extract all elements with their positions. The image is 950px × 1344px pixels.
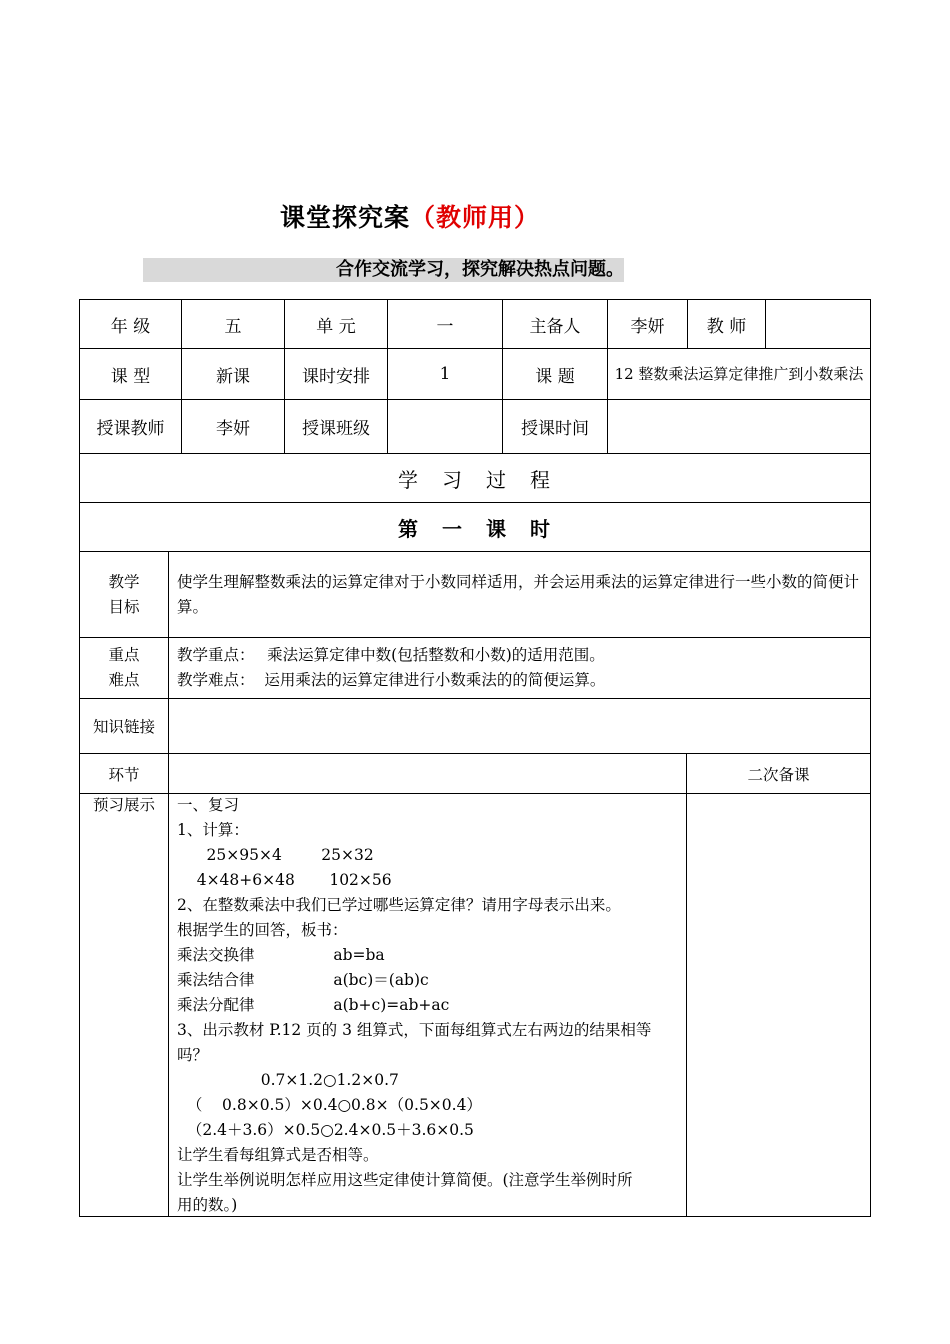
difficulty-line: 教学难点： 运用乘法的运算定律进行小数乘法的的简便运算。 — [177, 671, 606, 689]
lesson-heading: 第 一 课 时 — [398, 516, 552, 541]
time-label: 授课时间 — [521, 419, 589, 439]
type-label: 课 型 — [110, 366, 151, 387]
topic-label: 课 题 — [535, 366, 575, 387]
page-title — [0, 198, 820, 234]
preview-line: 乘法结合律 a(bc)＝(ab)c — [177, 971, 429, 989]
preview-line: 让学生举例说明怎样应用这些定律使计算简便。(注意学生举例时所 — [177, 1171, 633, 1189]
key-points-label-1: 重点 — [108, 646, 140, 664]
goals-label — [80, 552, 168, 637]
key-points-text — [177, 643, 865, 693]
time-value — [608, 400, 870, 453]
preparer-value: 李妍 — [630, 316, 665, 337]
title-main: 课堂探究案 — [279, 203, 410, 232]
teacher-value — [766, 300, 870, 348]
preparer-label: 主备人 — [529, 316, 581, 337]
process-heading: 学 习 过 程 — [398, 467, 552, 492]
preview-content — [177, 793, 682, 1218]
key-points-label — [80, 638, 168, 698]
topic-value: 12 整数乘法运算定律推广到小数乘法 — [614, 365, 864, 383]
class-label: 授课班级 — [302, 419, 370, 439]
schedule-label: 课时安排 — [302, 366, 370, 387]
preview-line: 1、计算： — [177, 821, 249, 839]
preview-label: 预习展示 — [92, 796, 155, 814]
teacher-label: 教 师 — [706, 316, 747, 337]
preview-line: 让学生看每组算式是否相等。 — [177, 1146, 379, 1164]
preview-line: 吗？ — [177, 1046, 209, 1064]
lecturer-value: 李妍 — [216, 419, 250, 439]
class-value — [388, 400, 502, 453]
preview-line: 0.7×1.2○1.2×0.7 — [177, 1071, 399, 1089]
unit-label: 单 元 — [316, 316, 356, 337]
grade-value: 五 — [224, 316, 242, 337]
lecturer-label: 授课教师 — [96, 419, 165, 439]
preview-line: 3、出示教材 P.12 页的 3 组算式，下面每组算式左右两边的结果相等 — [177, 1021, 652, 1039]
preview-line: 2、在整数乘法中我们已学过哪些运算定律？请用字母表示出来。 — [177, 896, 621, 914]
type-value: 新课 — [216, 366, 250, 387]
grade-label: 年 级 — [110, 316, 151, 337]
preview-line: 乘法分配律 a(b+c)=ab+ac — [177, 996, 450, 1014]
preview-line: 用的数。) — [177, 1196, 238, 1214]
preview-line: 4×48+6×48 102×56 — [177, 871, 392, 889]
goals-label-1: 教学 — [108, 572, 140, 591]
preview-line: 一、复习 — [177, 796, 240, 814]
key-points-label-2: 难点 — [108, 671, 140, 689]
schedule-value: 1 — [439, 364, 451, 384]
preview-line: 乘法交换律 ab=ba — [177, 946, 385, 964]
goals-label-2: 目标 — [108, 597, 140, 616]
title-paren: （教师用） — [410, 203, 541, 232]
key-point-line: 教学重点： 乘法运算定律中数(包括整数和小数)的适用范围。 — [177, 646, 605, 664]
goals-text: 使学生理解整数乘法的运算定律对于小数同样适用，并会运用乘法的运算定律进行一些小数的简便计算。 — [177, 573, 860, 616]
subtitle: 合作交流学习，探究解决热点问题。 — [336, 259, 624, 280]
preview-line: （ 0.8×0.5）×0.4○0.8×（0.5×0.4） — [177, 1096, 482, 1114]
preview-line: 25×95×4 25×32 — [177, 846, 374, 864]
preview-line: （2.4＋3.6）×0.5○2.4×0.5＋3.6×0.5 — [177, 1121, 474, 1139]
unit-value: 一 — [436, 316, 454, 337]
preview-line: 根据学生的回答，板书： — [177, 921, 348, 939]
stage-label: 环节 — [108, 765, 140, 784]
second-prep-label: 二次备课 — [747, 765, 810, 784]
links-label: 知识链接 — [92, 718, 155, 736]
